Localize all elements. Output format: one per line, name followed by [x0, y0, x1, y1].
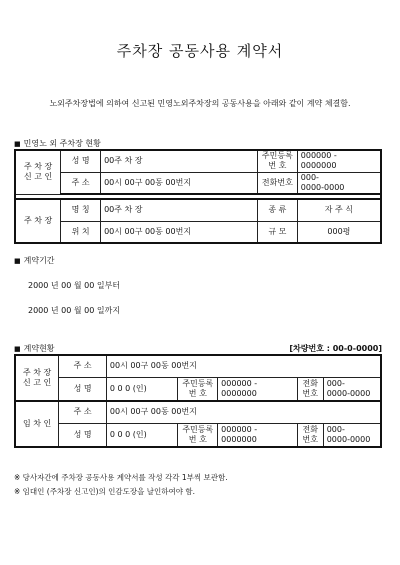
scale-value: 000평: [297, 221, 381, 243]
declarant-phone-value: 000- 0000-0000: [323, 377, 381, 401]
scale-label: 규 모: [257, 221, 297, 243]
address-label: 주 소: [61, 172, 101, 194]
lessee-rrn-label: 주민등록 번 호: [178, 423, 218, 447]
lessee-phone-value: 000- 0000-0000: [323, 423, 381, 447]
rrn-value: 000000 - 0000000: [297, 150, 381, 172]
rrn-label: 주민등록 번 호: [257, 150, 297, 172]
phone-value: 000- 0000-0000: [297, 172, 381, 194]
declarant-name-value: 0 0 0 (인): [106, 377, 178, 401]
location-value: 00시 00구 00동 00번지: [101, 221, 258, 243]
note-1: ※ 당사자간에 주차장 공동사용 계약서를 작성 각각 1부씩 보관함.: [14, 473, 228, 482]
contract-status-table: [14, 354, 382, 448]
document-title: 주차장 공동사용 계약서: [116, 42, 284, 60]
declarant-address-label: 주 소: [59, 355, 107, 377]
declarant-phone-label: 전화 번호: [297, 377, 323, 401]
intro-text: 노외주차장법에 의하여 신고된 민영노외주차장의 공동사용을 아래와 같이 계약 체결함.: [49, 99, 351, 108]
lessee-phone-label: 전화 번호: [297, 423, 323, 447]
note-2: ※ 임대인 (주차장 신고인)의 인감도장을 날인하여야 함.: [14, 487, 195, 496]
parking-status-table: [14, 149, 382, 244]
lot-name-value: 00주 차 장: [101, 199, 258, 221]
lessee-name-value: 0 0 0 (인): [106, 423, 178, 447]
location-label: 위 치: [61, 221, 101, 243]
lessee-label: 임 차 인: [15, 401, 59, 447]
lessee-address-label: 주 소: [59, 401, 107, 423]
vehicle-number: [차량번호 : 00-0-0000]: [289, 344, 382, 353]
section-heading-contract-period: ■ 계약기간: [14, 255, 55, 266]
lessee-rrn-value: 000000 - 0000000: [218, 423, 298, 447]
section-heading-contract-status: ■ 계약현황: [14, 343, 55, 354]
parking-lot-label: 주 차 장: [15, 199, 61, 243]
phone-label: 전화번호: [257, 172, 297, 194]
lot-name-label: 명 칭: [61, 199, 101, 221]
name-label: 성 명: [61, 150, 101, 172]
lessee-address-value: 00시 00구 00동 00번지: [106, 401, 381, 423]
address-value: 00시 00구 00동 00번지: [101, 172, 258, 194]
declarant-name-label: 성 명: [59, 377, 107, 401]
period-start: 2000 년 00 월 00 일부터: [28, 281, 121, 290]
declarant-label: 주 차 장 신 고 인: [15, 150, 61, 194]
declarant-address-value: 00시 00구 00동 00번지: [106, 355, 381, 377]
lessee-name-label: 성 명: [59, 423, 107, 447]
declarant-rrn-label: 주민등록 번 호: [178, 377, 218, 401]
section-heading-parking-status: ■ 민영노 외 주차장 현황: [14, 138, 101, 149]
period-end: 2000 년 00 월 00 일까지: [28, 306, 121, 315]
declarant-label-2: 주 차 장 신 고 인: [15, 355, 59, 401]
name-value: 00주 차 장: [101, 150, 258, 172]
declarant-rrn-value: 000000 - 0000000: [218, 377, 298, 401]
lot-type-value: 자 주 식: [297, 199, 381, 221]
lot-type-label: 종 류: [257, 199, 297, 221]
